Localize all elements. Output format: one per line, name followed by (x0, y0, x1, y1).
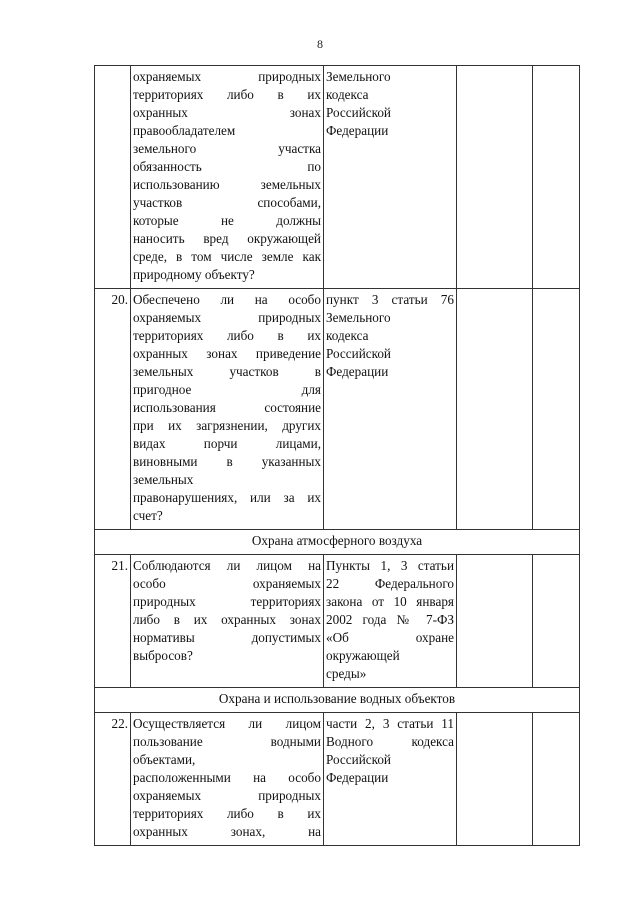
table-row (95, 555, 580, 688)
question-line: Соблюдаются ли лицом на (133, 558, 321, 573)
table-row (95, 289, 580, 530)
reference-line: части 2, 3 статьи 11 (326, 716, 454, 731)
question-line: среде, в том числе земле как (133, 249, 321, 264)
question-cell (131, 66, 324, 289)
reference-line: Федерации (326, 364, 389, 379)
note-cell (533, 555, 580, 688)
question-line: использования состояние (133, 400, 321, 415)
question-line: земельных участков в (133, 364, 321, 379)
question-line: охраняемых природных (133, 788, 321, 803)
item-number: 22. (95, 713, 131, 846)
item-number: 20. (95, 289, 131, 530)
legal-reference-cell (324, 289, 457, 530)
legal-reference-cell (324, 555, 457, 688)
requirements-table (94, 65, 580, 846)
question-line: земельного участка (133, 141, 321, 156)
question-cell (131, 713, 324, 846)
reference-line: пункт 3 статьи 76 (326, 292, 454, 307)
reference-line: Федерации (326, 123, 389, 138)
question-line: правонарушениях, или за их (133, 490, 321, 505)
reference-line: 22 Федерального (326, 576, 454, 591)
reference-line: кодекса (326, 87, 369, 102)
question-line: которые не должны (133, 213, 321, 228)
question-cell (131, 555, 324, 688)
section-title: Охрана и использование водных объектов (95, 688, 580, 713)
question-line: участков способами, (133, 195, 321, 210)
question-line: охранных зонах приведение (133, 346, 321, 361)
answer-cell (457, 289, 533, 530)
table-row (95, 66, 580, 289)
reference-line: Пункты 1, 3 статьи (326, 558, 454, 573)
reference-line: Российской (326, 346, 391, 361)
table-body (95, 66, 580, 846)
question-line: правообладателем (133, 123, 236, 138)
question-line: видах порчи лицами, (133, 436, 321, 451)
question-line: природных территориях (133, 594, 321, 609)
reference-line: Водного кодекса (326, 734, 454, 749)
question-line: выбросов? (133, 648, 193, 663)
question-line: расположенными на особо (133, 770, 321, 785)
question-line: пользование водными (133, 734, 321, 749)
item-number (95, 66, 131, 289)
page-number: 8 (317, 37, 323, 51)
reference-line: «Об охране (326, 630, 454, 645)
reference-line: окружающей (326, 648, 400, 663)
question-line: виновными в указанных (133, 454, 321, 469)
question-line: Обеспечено ли на особо (133, 292, 321, 307)
question-line: использованию земельных (133, 177, 321, 192)
question-line: особо охраняемых (133, 576, 321, 591)
section-header-row (95, 688, 580, 713)
question-cell (131, 289, 324, 530)
question-line: счет? (133, 508, 163, 523)
item-number: 21. (95, 555, 131, 688)
question-line: пригодное для (133, 382, 321, 397)
section-title: Охрана атмосферного воздуха (95, 530, 580, 555)
reference-line: Российской (326, 105, 391, 120)
reference-line: Земельного (326, 69, 391, 84)
reference-line: 2002 года № 7-ФЗ (326, 612, 454, 627)
question-line: территориях либо в их (133, 87, 321, 102)
reference-line: среды» (326, 666, 367, 681)
reference-line: кодекса (326, 328, 369, 343)
question-line: объектами, (133, 752, 196, 767)
question-line: природному объекту? (133, 267, 255, 282)
question-line: Осуществляется ли лицом (133, 716, 321, 731)
note-cell (533, 713, 580, 846)
question-line: земельных (133, 472, 194, 487)
answer-cell (457, 713, 533, 846)
answer-cell (457, 66, 533, 289)
reference-line: Российской (326, 752, 391, 767)
reference-line: Земельного (326, 310, 391, 325)
question-line: охраняемых природных (133, 310, 321, 325)
question-line: территориях либо в их (133, 328, 321, 343)
section-header-row (95, 530, 580, 555)
legal-reference-cell (324, 66, 457, 289)
answer-cell (457, 555, 533, 688)
question-line: территориях либо в их (133, 806, 321, 821)
question-line: охранных зонах (133, 105, 321, 120)
question-line: при их загрязнении, других (133, 418, 321, 433)
reference-line: Федерации (326, 770, 389, 785)
question-line: обязанность по (133, 159, 321, 174)
legal-reference-cell (324, 713, 457, 846)
question-line: нормативы допустимых (133, 630, 321, 645)
note-cell (533, 66, 580, 289)
note-cell (533, 289, 580, 530)
table-row (95, 713, 580, 846)
question-line: охраняемых природных (133, 69, 321, 84)
question-line: либо в их охранных зонах (133, 612, 321, 627)
question-line: наносить вред окружающей (133, 231, 321, 246)
question-line: охранных зонах, на (133, 824, 321, 839)
reference-line: закона от 10 января (326, 594, 454, 609)
